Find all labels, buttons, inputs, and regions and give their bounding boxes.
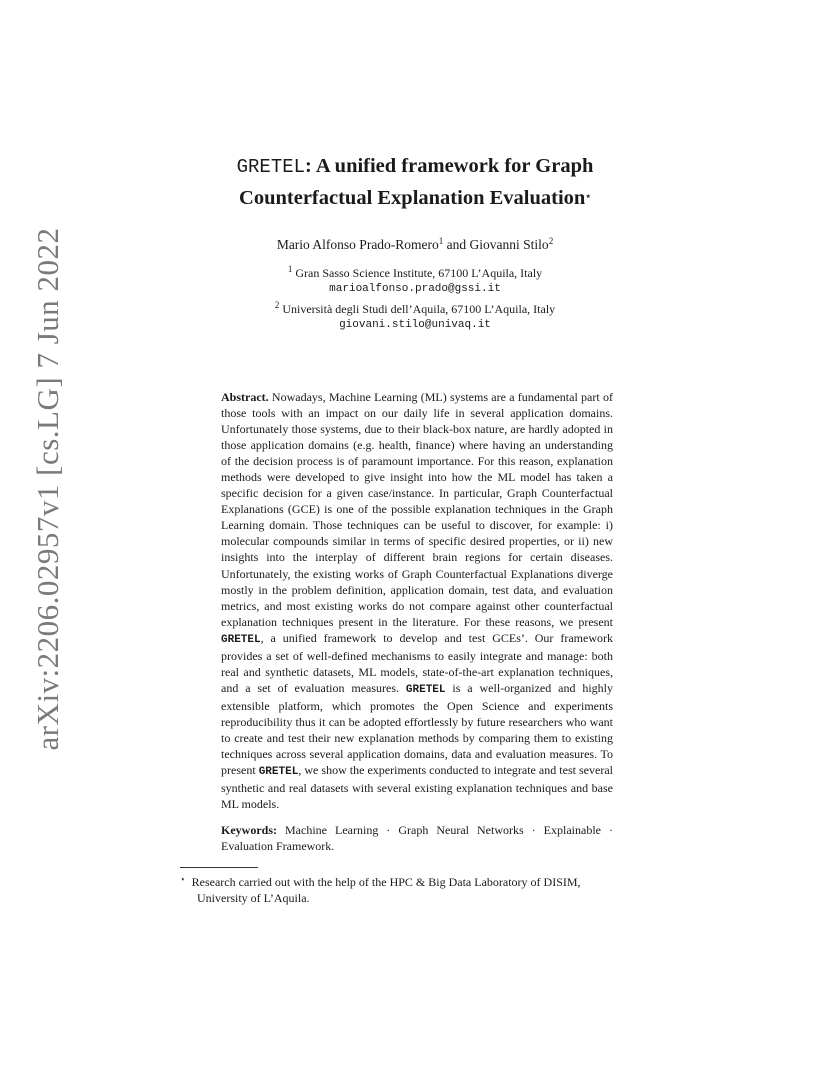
paper-title bbox=[190, 152, 640, 213]
keywords-text: Machine Learning · Graph Neural Networks · Explainable · Evaluation Framework. bbox=[221, 823, 613, 853]
affiliation-1-number: 1 bbox=[287, 264, 293, 274]
keywords-label: Keywords: bbox=[221, 823, 277, 837]
author-1: Mario Alfonso Prado-Romero bbox=[276, 237, 439, 252]
title-tool-name: GRETEL bbox=[236, 156, 306, 178]
keywords bbox=[221, 822, 613, 854]
author-1-affil: 1 bbox=[438, 236, 444, 246]
title-star-mark: ⋆ bbox=[585, 191, 591, 201]
abstract-text-4: , we show the experiments conducted to integrate and test several synthetic and real datasets with several existing explanation techniques and base ML models. bbox=[221, 763, 613, 812]
affiliation-1-name: Gran Sasso Science Institute, 67100 L’Aquila, Italy bbox=[295, 266, 543, 280]
affiliation-2-name: Università degli Studi dell’Aquila, 67100 L’Aquila, Italy bbox=[282, 302, 556, 316]
affiliation-1 bbox=[190, 261, 640, 281]
author-list bbox=[190, 232, 640, 254]
footnote-line-1: Research carried out with the help of the HPC & Big Data Laboratory of DISIM, bbox=[191, 875, 581, 889]
author-2-affil: 2 bbox=[548, 236, 554, 246]
abstract-tool-name-3: GRETEL bbox=[258, 766, 299, 779]
arxiv-id-text: arXiv:2206.02957v1 [cs.LG] 7 Jun 2022 bbox=[30, 227, 65, 751]
footnote-star-mark: ⋆ bbox=[180, 874, 186, 884]
abstract-tool-name-1: GRETEL bbox=[221, 633, 261, 646]
author-conjunction: and bbox=[443, 237, 470, 252]
abstract-text-1: Nowadays, Machine Learning (ML) systems are a fundamental part of those tools with an impact on our daily life in several application domains. Unfortunately those systems, due to their black-box nature, are hardly adopted in those application domains (e.g. health, finance) where having an understanding of the decision process is of paramount importance. For this reason, explanation methods were developed to give insight into how the ML model has taken a specific decision for a given case/instance. In particular, Graph Counterfactual Explanations (GCE) is one of the possible explanation techniques in the Graph Learning domain. Those techniques can be useful to discover, for example: i) molecular compounds similar in terms of specific desired properties, or ii) new insights into the interplay of different brain regions for certain diseases. Unfortunately, the existing works of Graph Counterfactual Explanations diverge mostly in the problem definition, application domain, test data, and evaluation metrics, and most existing works do not compare against other counterfactual explanation techniques present in the literature. For these reasons, we present bbox=[221, 390, 613, 629]
abstract-tool-name-2: GRETEL bbox=[405, 683, 446, 696]
title-line1: : A unified framework for Graph bbox=[305, 155, 594, 177]
abstract-label: Abstract. bbox=[221, 390, 269, 404]
footnote-line-2: University of L’Aquila. bbox=[197, 891, 310, 905]
author-2: Giovanni Stilo bbox=[469, 237, 549, 252]
footnote-rule bbox=[180, 867, 258, 868]
arxiv-side-identifier bbox=[26, 227, 70, 751]
affiliation-2-number: 2 bbox=[274, 300, 280, 310]
abstract-text-3: is a well-organized and highly extensible platform, which promotes the Open Science and experiments reproducibility thus it can be adopted effortlessly by future researchers who want to create and test their new explanation methods by comparing them to existing techniques across several application domains, data and evaluation measures. To present bbox=[221, 680, 613, 778]
affiliation-1-email[interactable]: marioalfonso.prado@gssi.it bbox=[329, 283, 501, 295]
footnote bbox=[180, 871, 660, 906]
affiliations bbox=[190, 261, 640, 333]
abstract-text-2: , a unified framework to develop and test GCEs’. Our framework provides a set of well-defined mechanisms to easily integrate and manage: both real and synthetic datasets, ML models, state-of-the-art explanation techniques, and a set of evaluation measures. bbox=[221, 630, 613, 695]
abstract bbox=[221, 389, 613, 812]
affiliation-2-email[interactable]: giovani.stilo@univaq.it bbox=[339, 319, 491, 331]
affiliation-2 bbox=[190, 297, 640, 317]
title-line2: Counterfactual Explanation Evaluation bbox=[239, 187, 586, 209]
